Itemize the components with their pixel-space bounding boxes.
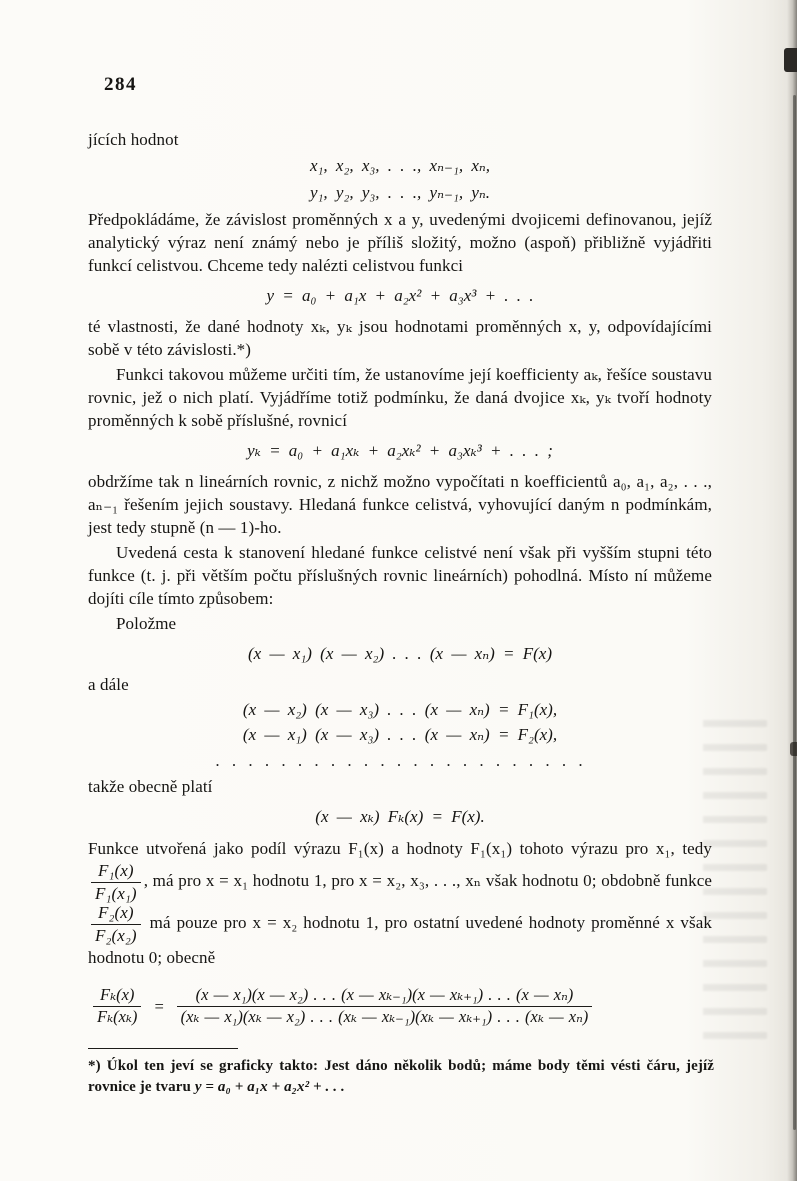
footnote-formula: y = a₀ + a₁x + a₂x² + . . . — [194, 1078, 345, 1095]
fraction-rhs — [177, 986, 593, 1027]
fraction-F2-ratio — [91, 903, 141, 945]
fraction-denominator: F₁(x₁) — [95, 883, 137, 903]
fraction-lhs — [93, 986, 141, 1027]
equation-Fk-general: (x — xₖ) Fₖ(x) = F(x). — [315, 807, 485, 826]
scan-mark-mid — [790, 742, 797, 756]
ghost-text-artifact — [703, 720, 767, 1050]
fraction-denominator: Fₖ(xₖ) — [97, 1007, 138, 1027]
fraction-numerator: Fₖ(x) — [93, 986, 141, 1007]
equation-y-sequence: y₁, y₂, y₃, . . ., yₙ₋₁, yₙ. — [309, 183, 491, 202]
paragraph-predpokladame: Předpokládáme, že závislost proměnných x a y, uvedenými dvojicemi definovanou, jejíž analytický výraz není známý nebo je příliš složitý, možno (aspoň) přibližně vyjádřiti funkcí celistvou. Chceme tedy nalézti celistvou funkci — [88, 210, 712, 275]
scan-mark-top — [784, 48, 797, 72]
fraction-numerator: F₁(x) — [91, 861, 141, 883]
equation-polynomial-k: yₖ = a₀ + a₁xₖ + a₂xₖ² + a₃xₖ³ + . . . ; — [247, 441, 553, 460]
footnote — [88, 1048, 714, 1097]
fraction-numerator: (x — x₁)(x — x₂) . . . (x — xₖ₋₁)(x — xₖ₊₁) . . . (x — xₙ) — [177, 986, 593, 1007]
footnote-separator — [88, 1048, 238, 1049]
text-segment-1: Funkce utvořená jako podíl výrazu F₁(x) a hodnoty F₁(x₁) tohoto výrazu pro x₁, tedy — [88, 839, 712, 858]
fraction-denominator: F₂(x₂) — [95, 925, 137, 945]
footnote-body: *) Úkol ten jeví se graficky takto: Jest dáno několik bodů; máme body těmi vésti čáru, jejíž rovnice je tvaru — [88, 1058, 714, 1095]
equation-ellipsis-row: . . . . . . . . . . . . . . . . . . . . . . . — [215, 751, 585, 770]
equation-F2: (x — x₁) (x — x₃) . . . (x — xₙ) = F₂(x), — [242, 725, 558, 744]
footnote-text — [88, 1056, 714, 1097]
paragraph-funkci-takovou: Funkci takovou můžeme určiti tím, že ustanovíme její koefficienty aₖ, řešíce soustavu rovnic, jež o nich platí. Vyjádříme totiž podmínku, že daná dvojice xₖ, yₖ tvoří hodnoty proměnných k sobě příslušné, rovnicí — [88, 365, 712, 430]
equation-lagrange-general — [90, 986, 712, 1027]
fraction-denominator: (xₖ — x₁)(xₖ — x₂) . . . (xₖ — xₖ₋₁)(xₖ — xₖ₊₁) . . . (xₖ — xₙ) — [180, 1007, 589, 1027]
paragraph-a-dale: a dále — [88, 675, 129, 694]
equals-sign: = — [153, 996, 165, 1016]
equation-F: (x — x₁) (x — x₂) . . . (x — xₙ) = F(x) — [247, 644, 553, 663]
equation-polynomial: y = a₀ + a₁x + a₂x² + a₃x³ + . . . — [266, 286, 534, 305]
text-segment-2: , má pro x = x₁ hodnotu 1, pro x = x₂, x₃, . . ., xₙ však hodnotu 0; obdobně funkce — [143, 870, 712, 890]
text-segment-3: má pouze pro x = x₂ hodnotu 1, pro ostatní uvedené hodnoty proměnné x však hodnotu 0; obecně — [88, 913, 712, 968]
paragraph-te-vlastnosti: té vlastnosti, že dané hodnoty xₖ, yₖ jsou hodnotami proměnných x, y, odpovídajícími sobě v této závislosti.*) — [88, 317, 712, 359]
paragraph-uvedena-cesta: Uvedená cesta k stanovení hledané funkce celistvé není však při vyšším stupni této funkce (t. j. při větším počtu příslušných rovnic lineárních) pohodlná. Místo ní můžeme dojíti cíle tímto způsobem: — [88, 543, 712, 608]
paragraph-funkce-podil — [88, 836, 712, 970]
page-content — [88, 74, 712, 1027]
page-number: 284 — [104, 74, 137, 95]
scan-streak-artifact — [793, 95, 796, 1130]
paragraph-obdrzime: obdržíme tak n lineárních rovnic, z nichž možno vypočítati n koefficientů a₀, a₁, a₂, . . ., aₙ₋₁ řešením jejich soustavy. Hledaná funkce celistvá, vyhovující daným n podmínkám, jest tedy stupně (n — 1)-ho. — [88, 472, 712, 537]
equation-F1: (x — x₂) (x — x₃) . . . (x — xₙ) = F₁(x), — [242, 700, 558, 719]
fraction-numerator: F₂(x) — [91, 903, 141, 925]
paragraph-polozme: Položme — [116, 614, 177, 633]
paragraph-lead: jících hodnot — [88, 130, 179, 149]
fraction-F1-ratio — [91, 861, 141, 903]
equation-x-sequence: x₁, x₂, x₃, . . ., xₙ₋₁, xₙ, — [309, 156, 491, 175]
paragraph-takze: takže obecně platí — [88, 777, 213, 796]
